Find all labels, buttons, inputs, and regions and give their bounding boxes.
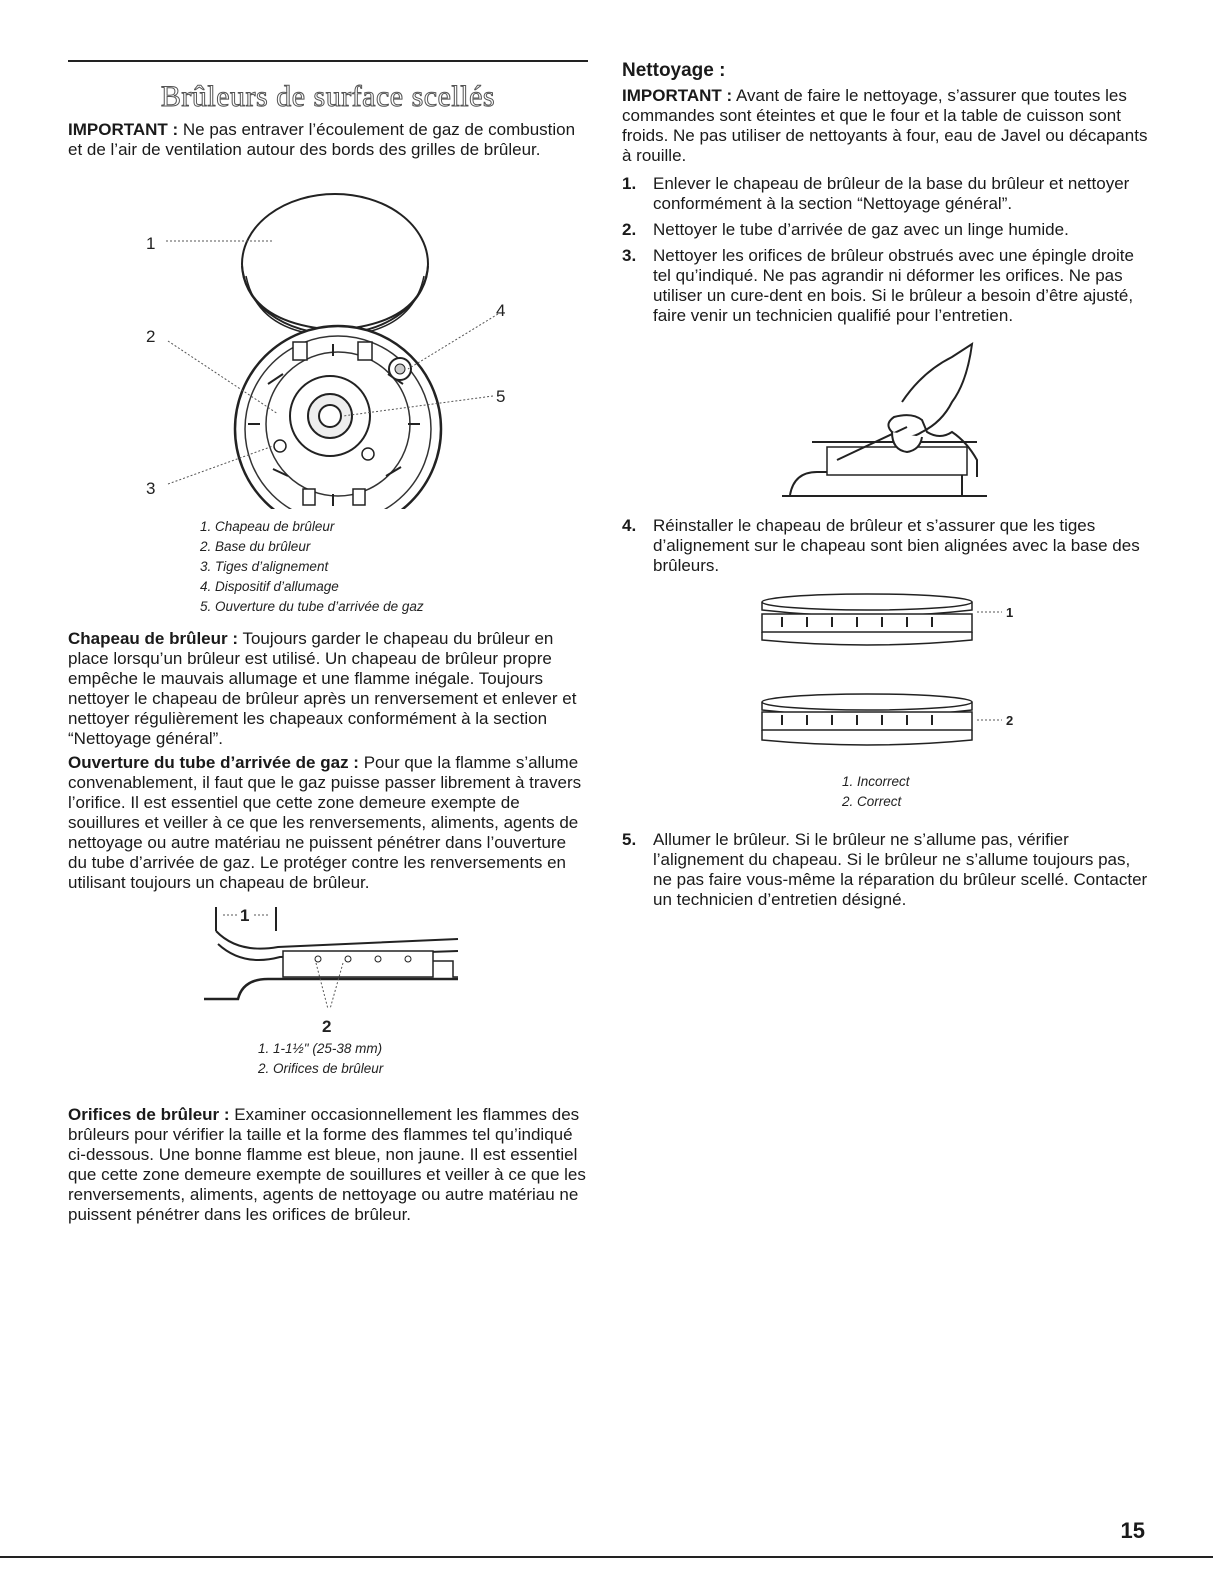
important-label: IMPORTANT : [622,86,733,105]
nettoyage-heading: Nettoyage : [622,60,726,81]
callout-5: 5 [496,387,506,406]
step-text: Nettoyer les orifices de brûleur obstrués avec une épingle droite tel qu’indiqué. Ne pas agrandir ni déformer les orifices. Ne pas utiliser un cure-dent en bois. Si le brûleur a besoin d’être ajusté, faire venir un technicien qualifié pour l’entretien. [653,246,1134,325]
burner-cap-illustration [242,194,428,336]
callout-3: 3 [146,479,156,498]
cap-incorrect-illustration [762,594,1013,645]
caption: 1. Chapeau de brûleur [200,519,335,534]
callout-4: 4 [496,301,506,320]
fig4-callout-2: 2 [1006,713,1014,728]
gas-tube-diagram [68,899,588,1039]
bottom-rule [0,1556,1213,1558]
page-number: 15 [1120,1518,1145,1543]
ouverture-text: Pour que la flamme s’allume convenablement, il faut que le gaz puisse passer librement à travers l’orifice. Il est essentiel que cette zone demeure exempte de souillures et veiller à ce que les renversements, aliments, agents de nettoyage ou autre matériau ne puissent pénétrer dans l’ouverture du tube d’arrivée de gaz. Le protéger contre les renversements en utilisant toujours un chapeau de brûleur. [68,753,582,892]
important-label: IMPORTANT : [68,120,179,139]
caption: 2. Correct [842,794,902,809]
orifices-label: Orifices de brûleur : [68,1105,230,1124]
ouverture-label: Ouverture du tube d’arrivée de gaz : [68,753,359,772]
burner-base-illustration [235,326,441,509]
caption: 5. Ouverture du tube d’arrivée de gaz [200,599,424,614]
caption: 1. Incorrect [842,774,910,789]
step-number: 3. [622,246,637,265]
cleaning-steps-continued [622,516,1152,576]
right-column [622,60,1152,916]
step-number: 4. [622,516,637,535]
orifices-paragraph [68,1105,588,1225]
nettoyage-important-paragraph [622,86,1152,166]
step-number: 1. [622,174,637,193]
fig2-callout-1: 1 [240,906,250,925]
chapeau-paragraph [68,629,588,749]
step-number: 5. [622,830,637,849]
step-item [622,174,1152,214]
top-rule [68,60,588,62]
callout-1: 1 [146,234,156,253]
cleaning-steps [622,174,1152,326]
orifices-text: Examiner occasionnellement les flammes des brûleurs pour vérifier la taille et la forme des flammes tel qu’indiqué ci-dessous. Une bonne flamme est bleue, non jaune. Il est essentiel que cette zone demeure exempte de souillures et veiller à ce que les renversements, aliments, agents de nettoyage ou autre matériau ne puissent pénétrer dans les orifices de brûleur. [68,1105,586,1224]
step-text: Nettoyer le tube d’arrivée de gaz avec un linge humide. [653,220,1069,239]
important-text: Ne pas entraver l’écoulement de gaz de combustion et de l’air de ventilation autour des bords des grilles de brûleur. [68,120,576,159]
section-title: Brûleurs de surface scellés [160,80,496,113]
cleaning-steps-final [622,830,1152,910]
step-item [622,246,1152,326]
ouverture-paragraph [68,753,588,893]
callout-2: 2 [146,327,156,346]
caption: 2. Orifices de brûleur [258,1061,384,1076]
step-item [622,220,1152,240]
cap-alignment-diagram [622,582,1152,772]
cap-alignment-captions [842,772,1152,812]
caption: 3. Tiges d’alignement [200,559,329,574]
chapeau-text: Toujours garder le chapeau du brûleur en place lorsqu’un brûleur est utilisé. Un chapeau de brûleur propre empêche le mauvais allumage et une flamme inégale. Toujours nettoyer le chapeau de brûleur après un renversement et enlever et nettoyer régulièrement les chapeaux conformément à la section “Nettoyage général”. [68,629,577,748]
important-text: Avant de faire le nettoyage, s’assurer que toutes les commandes sont éteintes et que le four et la table de cuisson sont froids. Ne pas utiliser de nettoyants à four, eau de Javel ou décapants à rouille. [622,86,1148,165]
caption: 1. 1-1½" (25-38 mm) [258,1041,383,1056]
step-text: Réinstaller le chapeau de brûleur et s’assurer que les tiges d’alignement sur le chapeau sont bien alignées avec la base des brûleurs. [653,516,1140,575]
left-column [68,60,588,1225]
important-paragraph [68,120,588,184]
cap-correct-illustration [762,694,1013,745]
step-text: Enlever le chapeau de brûleur de la base du brûleur et nettoyer conformément à la section “Nettoyage général”. [653,174,1130,213]
burner-captions [200,517,588,617]
fig4-callout-1: 1 [1006,605,1014,620]
step-text: Allumer le brûleur. Si le brûleur ne s’allume pas, vérifier l’alignement du chapeau. Si le brûleur ne s’allume toujours pas, ne pas faire vous-même la réparation du brûleur scellé. Contacter un technicien d’entretien désigné. [653,830,1148,909]
pin-cleaning-illustration [622,332,1152,502]
caption: 2. Base du brûleur [200,539,311,554]
step-number: 2. [622,220,637,239]
fig2-callout-2: 2 [322,1017,332,1036]
gas-tube-captions [258,1039,588,1083]
burner-diagram [68,184,588,509]
caption: 4. Dispositif d’allumage [200,579,339,594]
step-item [622,516,1152,576]
chapeau-label: Chapeau de brûleur : [68,629,239,648]
step-item [622,830,1152,910]
